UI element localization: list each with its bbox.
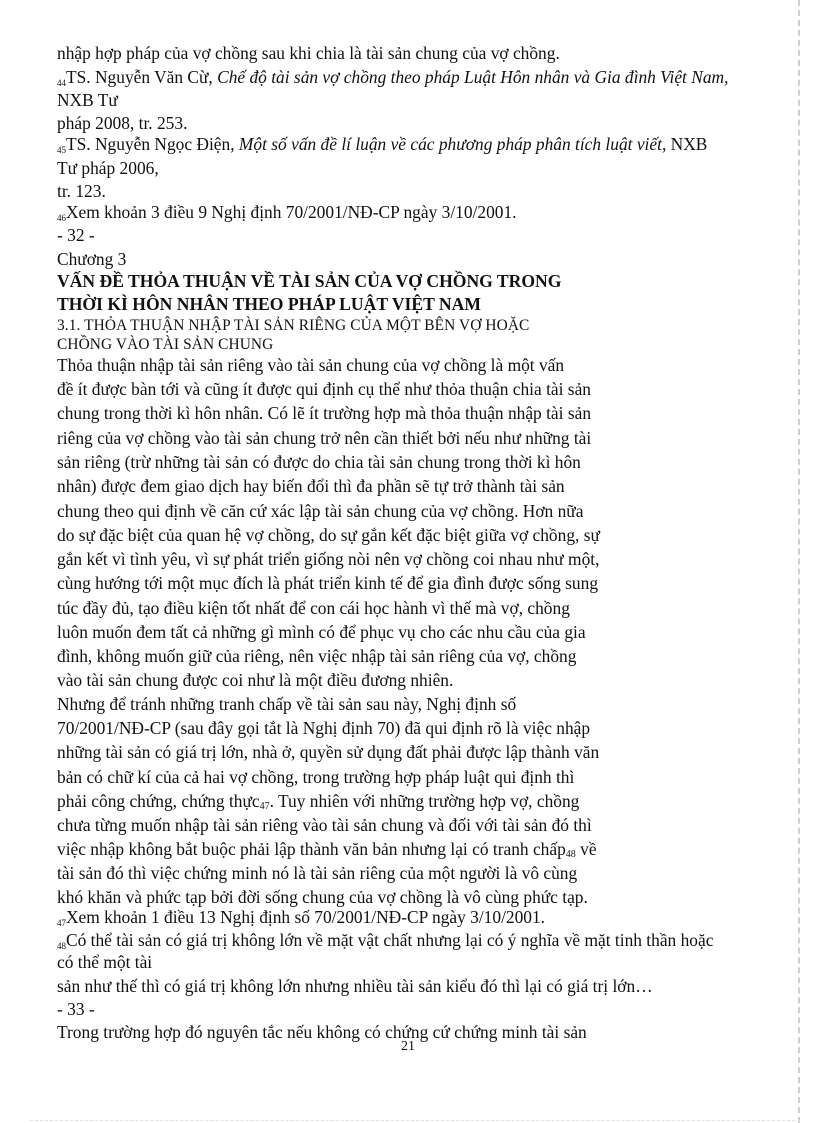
- text-line: sản như thế thì có giá trị không lớn nhưng nhiều tài sản kiểu đó thì lại có giá trị lớn…: [57, 976, 653, 996]
- footnote-text: Xem khoản 1 điều 13 Nghị định số 70/2001/NĐ-CP ngày 3/10/2001.: [66, 907, 546, 927]
- page-number: 21: [401, 1039, 415, 1054]
- body-line: sản riêng (trừ những tài sản có được do chia tài sản chung trong thời kì hôn: [57, 452, 581, 472]
- text-line: có thể một tài: [57, 952, 153, 972]
- page-marker: - 33 -: [57, 999, 95, 1019]
- body-line: chung trong thời kì hôn nhân. Có lẽ ít trường hợp mà thỏa thuận nhập tài sản: [57, 403, 592, 423]
- text-line: NXB Tư: [57, 90, 118, 110]
- chapter-title: THỜI KÌ HÔN NHÂN THEO PHÁP LUẬT VIỆT NAM: [57, 294, 481, 314]
- footnote-author: TS. Nguyễn Văn Cừ,: [66, 67, 218, 87]
- text-line: nhập hợp pháp của vợ chồng sau khi chia là tài sản chung của vợ chồng.: [57, 43, 560, 63]
- body-line: nhân) được đem giao dịch hay biến đổi thì đa phần sẽ tự trở thành tài sản: [57, 476, 565, 496]
- footnote-punct: ,: [724, 67, 729, 87]
- footnote-44: [57, 66, 728, 94]
- body-line: chưa từng muốn nhập tài sản riêng vào tài sản chung và đối với tài sản đó thì: [57, 815, 592, 835]
- body-line: đình, không muốn giữ của riêng, nên việc nhập tài sản riêng của vợ, chồng: [57, 646, 577, 666]
- body-line: những tài sản có giá trị lớn, nhà ở, quyền sử dụng đất phải được lập thành văn: [57, 742, 600, 762]
- body-line: do sự đặc biệt của quan hệ vợ chồng, do sự gắn kết đặc biệt giữa vợ chồng, sự: [57, 525, 600, 545]
- footnote-ref: 48: [565, 849, 576, 860]
- footnote-author: TS. Nguyễn Ngọc Điện,: [66, 134, 239, 154]
- text-line: pháp 2008, tr. 253.: [57, 113, 188, 133]
- body-line: Nhưng để tránh những tranh chấp về tài sản sau này, Nghị định số: [57, 694, 517, 714]
- footnote-work-title: Chế độ tài sản vợ chồng theo pháp Luật Hôn nhân và Gia đình Việt Nam: [217, 67, 725, 87]
- body-line: túc đầy đủ, tạo điều kiện tốt nhất để con cái học hành vì thế mà vợ, chồng: [57, 598, 570, 618]
- margin-rule: [798, 0, 800, 1123]
- margin-rule: [30, 1120, 800, 1121]
- footnote-number: 44: [57, 78, 66, 88]
- page-marker: - 32 -: [57, 225, 95, 245]
- footnote-text: Có thể tài sản có giá trị không lớn về mặt vật chất nhưng lại có ý nghĩa về mặt tinh thần hoặc: [66, 930, 714, 950]
- body-line: Trong trường hợp đó nguyên tắc nếu không có chứng cứ chứng minh tài sản: [57, 1022, 587, 1042]
- body-line: luôn muốn đem tất cả những gì mình có để phục vụ cho các nhu cầu của gia: [57, 622, 586, 642]
- body-line: bản có chữ kí của cả hai vợ chồng, trong trường hợp pháp luật qui định thì: [57, 767, 575, 787]
- chapter-title: VẤN ĐỀ THỎA THUẬN VỀ TÀI SẢN CỦA VỢ CHỒNG TRONG: [57, 271, 562, 291]
- chapter-label: Chương 3: [57, 249, 127, 269]
- footnote-work-title: Một số vấn đề lí luận về các phương pháp phân tích luật viết: [238, 134, 662, 154]
- footnote-ref: 47: [259, 801, 270, 812]
- text-line: tr. 123.: [57, 181, 106, 201]
- footnote-48: [57, 929, 713, 957]
- body-line: riêng của vợ chồng vào tài sản chung trở nên cần thiết bởi nếu như những tài: [57, 428, 592, 448]
- body-line: khó khăn và phức tạp bởi đời sống chung của vợ chồng là vô cùng phức tạp.: [57, 887, 588, 907]
- body-line: vào tài sản chung được coi như là một điều đương nhiên.: [57, 670, 454, 690]
- section-heading: 3.1. THỎA THUẬN NHẬP TÀI SẢN RIÊNG CỦA MỘT BÊN VỢ HOẶC: [57, 317, 530, 334]
- footnote-text: Xem khoản 3 điều 9 Nghị định 70/2001/NĐ-CP ngày 3/10/2001.: [66, 202, 517, 222]
- footnote-number: 48: [57, 941, 66, 951]
- body-line: 70/2001/NĐ-CP (sau đây gọi tắt là Nghị định 70) đã qui định rõ là việc nhập: [57, 718, 591, 738]
- body-line: gắn kết vì tình yêu, vì sự phát triển giống nòi nên vợ chồng coi nhau như một,: [57, 549, 600, 569]
- footnote-46: [57, 201, 517, 229]
- body-line: cùng hướng tới một mục đích là phát triển kinh tế để gia đình được sống sung: [57, 573, 599, 593]
- body-text: . Tuy nhiên với những trường hợp vợ, chồng: [269, 791, 580, 811]
- footnote-number: 45: [57, 145, 66, 155]
- body-line: tài sản đó thì việc chứng minh nó là tài sản riêng của một người là vô cùng: [57, 863, 578, 883]
- body-text: việc nhập không bắt buộc phải lập thành văn bản nhưng lại có tranh chấp: [57, 839, 566, 859]
- footnote-publisher: , NXB: [661, 134, 708, 154]
- section-heading: CHỒNG VÀO TÀI SẢN CHUNG: [57, 336, 274, 353]
- body-line: chung theo qui định về căn cứ xác lập tài sản chung của vợ chồng. Hơn nữa: [57, 501, 584, 521]
- body-text: về: [575, 839, 597, 859]
- body-line: Thỏa thuận nhập tài sản riêng vào tài sản chung của vợ chồng là một vấn: [57, 355, 565, 375]
- body-text: phải công chứng, chứng thực: [57, 791, 260, 811]
- body-line: đề ít được bàn tới và cũng ít được qui định cụ thể như thỏa thuận chia tài sản: [57, 379, 591, 399]
- text-line: Tư pháp 2006,: [57, 158, 159, 178]
- footnote-number: 47: [57, 918, 66, 928]
- footnote-number: 46: [57, 213, 66, 223]
